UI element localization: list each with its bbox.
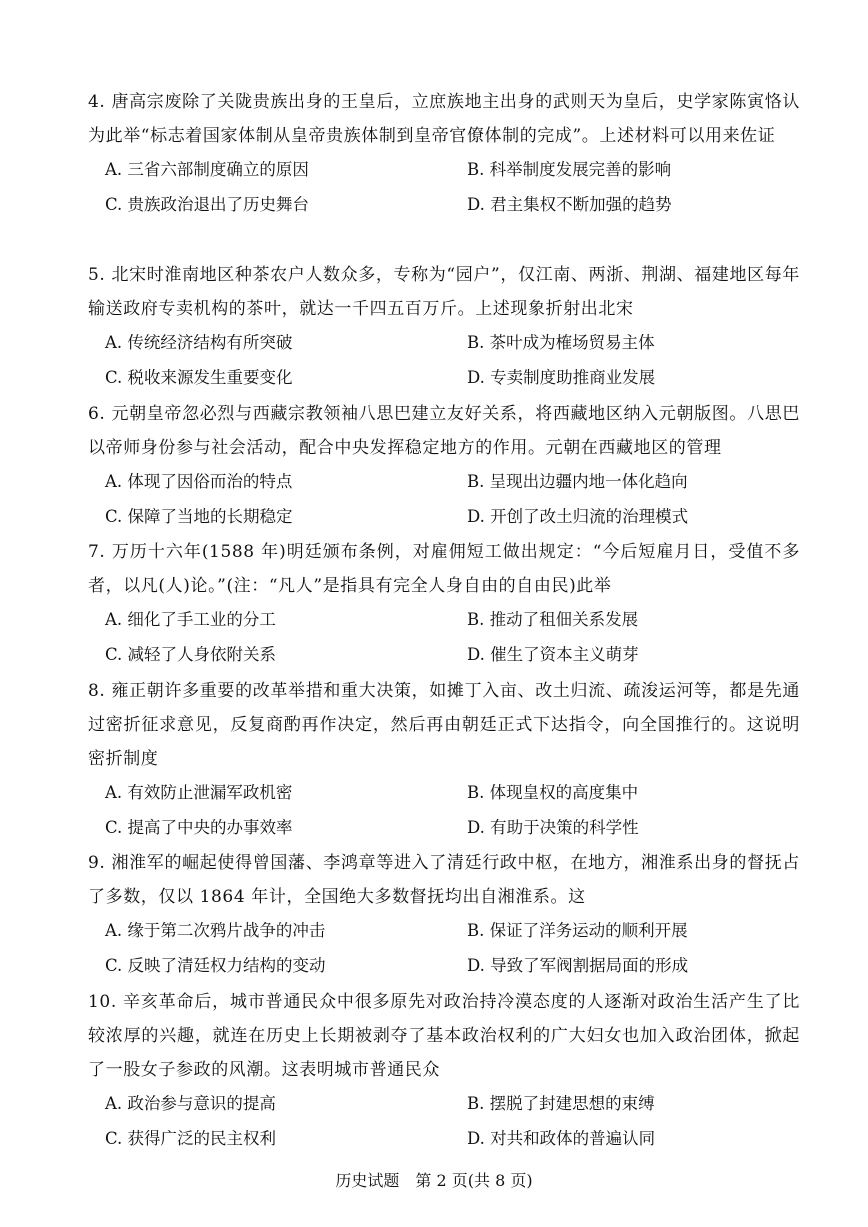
- option-c: C. 保障了当地的长期稳定: [105, 506, 293, 526]
- option-a: A. 体现了因俗而治的特点: [105, 472, 293, 491]
- option-b: B. 茶叶成为榷场贸易主体: [467, 333, 655, 352]
- option-grid: [88, 153, 800, 222]
- option-d: D. 有助于决策的科学性: [467, 817, 639, 837]
- option-grid: [88, 603, 800, 672]
- option-grid: [88, 1087, 800, 1156]
- question-4: [88, 85, 800, 222]
- option-a: A. 细化了手工业的分工: [105, 610, 276, 629]
- option-a: A. 传统经济结构有所突破: [105, 333, 293, 352]
- option-c: C. 反映了清廷权力结构的变动: [105, 955, 326, 975]
- question-9: [88, 846, 800, 983]
- option-b: B. 摆脱了封建思想的束缚: [467, 1094, 655, 1113]
- option-a: A. 三省六部制度确立的原因: [105, 160, 309, 179]
- option-a: A. 政治参与意识的提高: [105, 1094, 276, 1113]
- option-c: C. 获得广泛的民主权利: [105, 1128, 277, 1148]
- option-b: B. 体现皇权的高度集中: [467, 783, 639, 802]
- option-grid: [88, 465, 800, 534]
- question-5: [88, 258, 800, 395]
- question-8: [88, 674, 800, 845]
- option-a: A. 有效防止泄漏军政机密: [105, 783, 293, 802]
- option-b: B. 科举制度发展完善的影响: [467, 160, 672, 179]
- option-c: C. 减轻了人身依附关系: [105, 644, 277, 664]
- question-stem: 10. 辛亥革命后，城市普通民众中很多原先对政治持冷漠态度的人逐渐对政治生活产生了比较浓厚的兴趣，就连在历史上长期被剥夺了基本政治权利的广大妇女也加入政治团体，掀起了一股女子参政的风潮。这表明城市普通民众: [88, 992, 800, 1080]
- question-stem: 4. 唐高宗废除了关陇贵族出身的王皇后，立庶族地主出身的武则天为皇后，史学家陈寅恪认为此举“标志着国家体制从皇帝贵族体制到皇帝官僚体制的完成”。上述材料可以用来佐证: [88, 92, 800, 146]
- option-d: D. 开创了改土归流的治理模式: [467, 506, 689, 526]
- question-stem: 5. 北宋时淮南地区种茶农户人数众多，专称为“园户”，仅江南、两浙、荆湖、福建地区每年输送政府专卖机构的茶叶，就达一千四五百万斤。上述现象折射出北宋: [88, 265, 800, 319]
- option-grid: [88, 914, 800, 983]
- question-stem: 8. 雍正朝许多重要的改革举措和重大决策，如摊丁入亩、改土归流、疏浚运河等，都是先通过密折征求意见，反复商酌再作决定，然后再由朝廷正式下达指令，向全国推行的。这说明密折制度: [88, 681, 800, 769]
- question-stem: 6. 元朝皇帝忽必烈与西藏宗教领袖八思巴建立友好关系，将西藏地区纳入元朝版图。八思巴以帝师身份参与社会活动，配合中央发挥稳定地方的作用。元朝在西藏地区的管理: [88, 404, 800, 458]
- option-d: D. 导致了军阀割据局面的形成: [467, 955, 689, 975]
- option-d: D. 对共和政体的普遍认同: [467, 1128, 656, 1148]
- option-c: C. 提高了中央的办事效率: [105, 817, 293, 837]
- option-grid: [88, 326, 800, 395]
- option-d: D. 君主集权不断加强的趋势: [467, 194, 672, 214]
- question-stem: 7. 万历十六年(1588 年)明廷颁布条例，对雇佣短工做出规定：“今后短雇月日，受值不多者，以凡(人)论。”(注：“凡人”是指具有完全人身自由的自由民)此举: [88, 542, 800, 596]
- option-b: B. 呈现出边疆内地一体化趋向: [467, 472, 688, 491]
- page-footer: 历史试题 第 2 页(共 8 页): [335, 1171, 533, 1190]
- question-7: [88, 535, 800, 672]
- option-c: C. 贵族政治退出了历史舞台: [105, 194, 310, 214]
- question-6: [88, 397, 800, 534]
- option-c: C. 税收来源发生重要变化: [105, 367, 293, 387]
- question-stem: 9. 湘淮军的崛起使得曾国藩、李鸿章等进入了清廷行政中枢，在地方，湘淮系出身的督抚占了多数，仅以 1864 年计，全国绝大多数督抚均出自湘淮系。这: [88, 853, 800, 907]
- option-d: D. 专卖制度助推商业发展: [467, 367, 656, 387]
- option-b: B. 保证了洋务运动的顺利开展: [467, 921, 688, 940]
- question-10: [88, 985, 800, 1156]
- option-a: A. 缘于第二次鸦片战争的冲击: [105, 921, 326, 940]
- option-d: D. 催生了资本主义萌芽: [467, 644, 639, 664]
- option-grid: [88, 776, 800, 845]
- option-b: B. 推动了租佃关系发展: [467, 610, 639, 629]
